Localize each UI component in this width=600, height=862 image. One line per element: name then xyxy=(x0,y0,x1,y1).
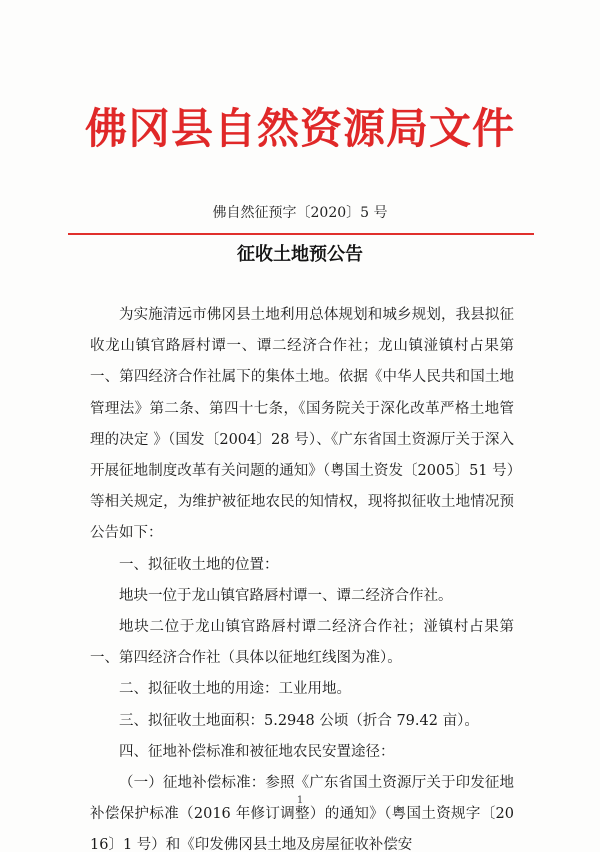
red-divider-line xyxy=(68,233,534,235)
paragraph-intro: 为实施清远市佛冈县土地利用总体规划和城乡规划，我县拟征收龙山镇官路唇村谭一、谭二经济合作社；龙山镇湴镇村占果第一、第四经济合作社属下的集体土地。依据《中华人民共和国土地管理法》第二条、第四十七条，《国务院关于深化改革严格土地管理的决定 》（国发〔2004〕28 号）、《广东省国土资源厅关于深入开展征地制度改革有关问题的通知》（粤国土资发〔2005〕51 号）等相关规定，为维护被征地农民的知情权，现将拟征收土地情况预公告如下： xyxy=(90,307,514,542)
paragraph-compensation-heading: 四、征地补偿标准和被征地农民安置途径： xyxy=(119,743,395,760)
paragraph-land-use: 二、拟征收土地的用途：工业用地。 xyxy=(119,681,351,698)
paragraph-parcel-two: 地块二位于龙山镇官路唇村谭二经济合作社；湴镇村占果第一、第四经济合作社（具体以征地红线图为准）。 xyxy=(90,619,514,667)
paragraph-compensation-standard: （一）征地补偿标准：参照《广东省国土资源厅关于印发征地补偿保护标准（2016 年修订调整）的通知》（粤国土资规字〔2016〕1 号）和《印发佛冈县土地及房屋征收补偿安 xyxy=(90,775,514,854)
notice-body xyxy=(90,300,514,862)
paragraph-land-area: 三、拟征收土地面积：5.2948 公顷（折合 79.42 亩）。 xyxy=(119,712,479,729)
paragraph-location-heading: 一、拟征收土地的位置： xyxy=(119,556,279,573)
page-number: 1 xyxy=(296,795,304,806)
document-number: 佛自然征预字〔2020〕5 号 xyxy=(212,205,388,221)
issuing-authority-header: 佛冈县自然资源局文件 xyxy=(84,104,515,153)
notice-title: 征收土地预公告 xyxy=(237,244,363,265)
paragraph-parcel-one: 地块一位于龙山镇官路唇村谭一、谭二经济合作社。 xyxy=(119,587,453,604)
